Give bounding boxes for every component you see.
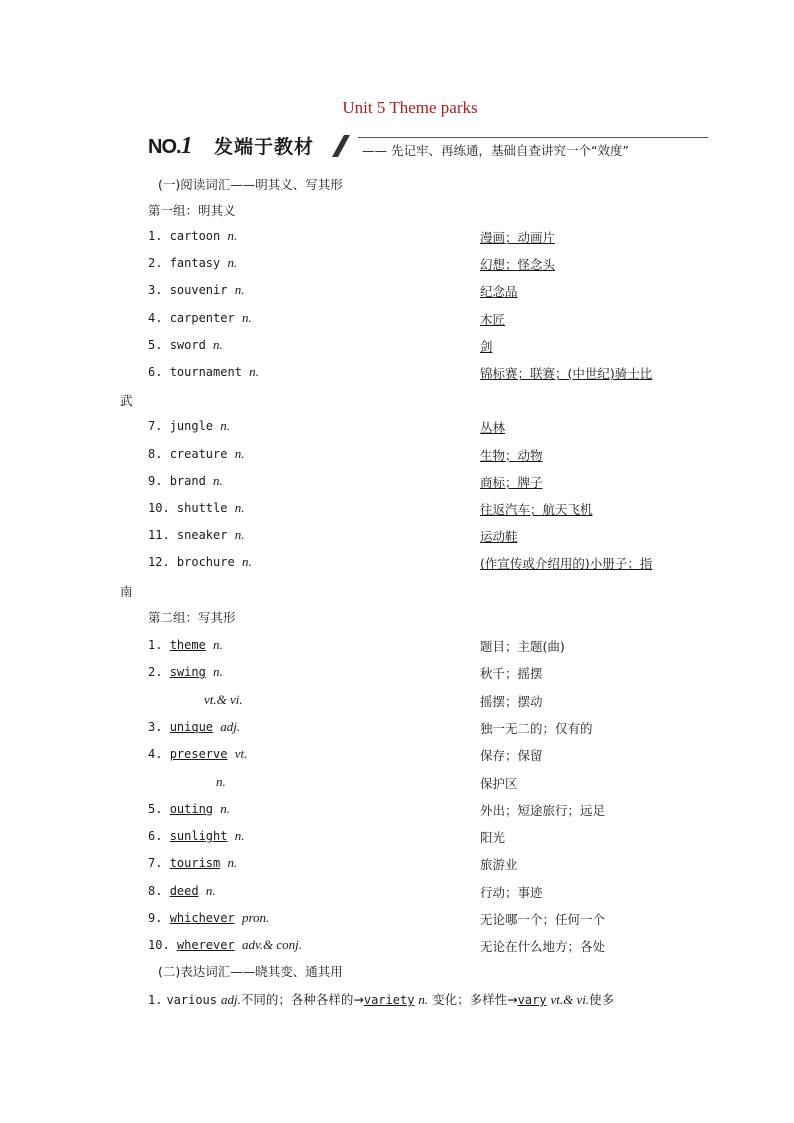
item-word: cartoon <box>169 229 228 243</box>
list-item <box>148 801 230 817</box>
item-space <box>227 829 234 843</box>
item-meaning: 保存；保留 <box>480 748 543 764</box>
list-item <box>148 746 247 762</box>
list-item <box>148 500 244 516</box>
item-meaning: 阳光 <box>480 830 506 846</box>
item-word-answer: whichever <box>169 911 235 925</box>
derivative-answer: vary <box>517 993 547 1007</box>
item-meaning-answer: 运动鞋 <box>480 529 518 545</box>
item-pos: vt.& vi. <box>204 691 243 707</box>
item-pos: n. <box>213 664 223 680</box>
item-word-answer: sunlight <box>169 829 228 844</box>
item-space <box>206 638 213 652</box>
item-word: sneaker <box>176 528 235 543</box>
item-number: 3. <box>148 719 170 734</box>
item-number: 11. <box>148 528 177 543</box>
banner-number <box>148 133 192 160</box>
item-word-answer: wherever <box>176 938 235 953</box>
item-meaning: 秋千；摇摆 <box>480 666 543 682</box>
item-meaning: 外出；短途旅行；远足 <box>480 802 606 818</box>
item-number: 7. <box>148 419 170 434</box>
list-item <box>148 446 244 462</box>
item-meaning: 摇摆；摆动 <box>480 693 543 709</box>
item-space <box>227 747 234 761</box>
line-pos: adj. <box>221 992 241 1007</box>
item-pos: n. <box>227 855 238 871</box>
item-pos: n. <box>234 828 245 844</box>
item-meaning-answer: 木匠 <box>480 311 506 327</box>
list-item <box>204 692 243 708</box>
item-meaning: 行动；事迹 <box>480 884 543 900</box>
item-number: 9. <box>148 911 170 925</box>
item-number: 4. <box>148 747 170 762</box>
list-item <box>148 228 237 244</box>
item-number: 6. <box>148 365 170 379</box>
item-pos: adv.& conj. <box>241 937 302 953</box>
line-meaning: 使多 <box>589 992 615 1007</box>
list-item <box>216 774 226 790</box>
item-meaning-answer: 纪念品 <box>480 284 518 300</box>
list-item <box>148 418 230 434</box>
item-pos: n. <box>241 309 252 325</box>
item-word: jungle <box>169 419 221 434</box>
list-item <box>148 282 244 298</box>
item-word: souvenir <box>169 283 235 298</box>
list-item <box>148 473 223 489</box>
page-title: Unit 5 Theme parks <box>342 98 478 117</box>
item-number: 2. <box>148 665 170 680</box>
list-item <box>148 719 240 735</box>
item-word-answer: deed <box>169 883 199 898</box>
list-item <box>148 828 244 844</box>
item-number: 1. <box>148 229 170 243</box>
item-pos: n. <box>213 472 223 488</box>
item-pos: n. <box>249 364 259 379</box>
slash-decoration-icon <box>330 133 356 159</box>
group2-label: 第二组：写其形 <box>148 610 236 625</box>
item-space <box>235 938 242 952</box>
list-item <box>148 554 252 570</box>
list-item <box>148 883 216 899</box>
list-item <box>148 255 237 271</box>
item-meaning: 独一无二的；仅有的 <box>480 720 593 736</box>
item-pos: vt. <box>234 746 248 762</box>
item-word-answer: unique <box>169 719 214 734</box>
item-pos: adj. <box>220 718 241 734</box>
line-word: various <box>166 993 218 1007</box>
item-pos: n. <box>220 800 231 816</box>
item-meaning-answer: 锦标赛；联赛；(中世纪)骑士比 <box>480 366 653 381</box>
item-number: 12. <box>148 555 177 570</box>
line-meaning: 不同的；各种各样的→ <box>240 992 364 1007</box>
item-word-answer: swing <box>169 665 206 680</box>
item-number: 9. <box>148 473 170 488</box>
line-meaning: 变化；多样性→ <box>428 992 518 1007</box>
derivative-answer: variety <box>363 993 415 1007</box>
item-number: 8. <box>148 883 170 898</box>
list-item <box>148 937 302 953</box>
list-item <box>148 527 244 543</box>
item-meaning-answer: 漫画；动画片 <box>480 230 556 245</box>
item-word-answer: outing <box>169 801 214 816</box>
item-number: 3. <box>148 283 170 298</box>
item-word-answer: theme <box>169 638 206 652</box>
item-number: 10. <box>148 501 177 515</box>
item-pos: n. <box>234 445 245 461</box>
item-space <box>235 911 242 925</box>
item-pos: n. <box>227 228 238 243</box>
item-meaning-answer: (作宣传或介绍用的)小册子；指 <box>480 556 653 572</box>
section1-label: (一)阅读词汇——明其义、写其形 <box>158 177 343 192</box>
item-meaning-answer: 丛林 <box>480 420 506 436</box>
item-pos: n. <box>241 554 252 570</box>
list-item <box>148 337 223 353</box>
section2-line1 <box>148 990 614 1008</box>
item-pos: n. <box>220 418 231 434</box>
item-word: creature <box>169 446 235 461</box>
item-pos: n. <box>213 637 223 652</box>
item-number: 5. <box>148 801 170 816</box>
item-pos: n. <box>213 336 223 352</box>
list-item <box>148 910 269 926</box>
banner-heading: 发端于教材 <box>214 136 315 158</box>
item-number: 2. <box>148 256 170 271</box>
line-pos: n. <box>418 992 429 1007</box>
item-pos: pron. <box>241 910 270 925</box>
banner-rule <box>358 137 708 138</box>
item-meaning: 无论哪一个；任何一个 <box>480 912 606 927</box>
item-meaning-answer: 幻想；怪念头 <box>480 257 556 273</box>
item-word: brand <box>169 473 214 488</box>
item-space <box>199 884 206 898</box>
group1-label: 第一组：明其义 <box>148 203 236 218</box>
list-item <box>148 664 223 680</box>
item-pos: n. <box>205 882 216 898</box>
item-pos: n. <box>234 282 245 298</box>
list-item <box>148 637 223 653</box>
item-word: carpenter <box>169 310 242 325</box>
item-word: shuttle <box>176 501 235 515</box>
banner-no-num: 1 <box>180 133 192 159</box>
section-banner <box>148 131 708 161</box>
item-number: 5. <box>148 337 170 352</box>
item-space <box>220 856 227 870</box>
banner-no-prefix: NO. <box>148 136 181 158</box>
item-number: 10. <box>148 938 177 953</box>
item-word: tournament <box>169 365 250 379</box>
line-pos: vt.& vi. <box>550 992 590 1007</box>
item-number: 7. <box>148 856 170 871</box>
item-meaning-answer: 往返汽车；航天飞机 <box>480 502 593 517</box>
item-word: fantasy <box>169 256 228 271</box>
item-meaning-answer: 商标；牌子 <box>480 474 543 490</box>
item-meaning: 保护区 <box>480 775 518 791</box>
item-word: sword <box>169 337 214 352</box>
item-word: brochure <box>176 555 242 570</box>
line-num: 1. <box>148 993 163 1007</box>
banner-subtitle: —— 先记牢、再练通，基础自查讲究一个“效度” <box>362 143 629 158</box>
list-item <box>148 364 259 380</box>
item-pos: n. <box>227 255 238 271</box>
item-meaning: 旅游业 <box>480 857 518 873</box>
item-number: 4. <box>148 310 170 325</box>
list-item <box>148 310 252 326</box>
list-item <box>148 855 237 871</box>
item-space <box>206 665 213 679</box>
item-meaning: 无论在什么地方；各处 <box>480 939 606 955</box>
item-meaning-wrap: 武 <box>120 393 133 409</box>
item-meaning-answer: 剑 <box>480 338 493 354</box>
item-number: 1. <box>148 638 170 652</box>
item-meaning-wrap: 南 <box>120 583 133 599</box>
section2-label: (二)表达词汇——晓其变、通其用 <box>158 964 343 979</box>
item-pos: n. <box>234 527 245 543</box>
item-word-answer: preserve <box>169 747 228 762</box>
item-number: 6. <box>148 829 170 844</box>
item-pos: n. <box>216 773 226 789</box>
item-pos: n. <box>234 500 245 515</box>
item-meaning: 题目；主题(曲) <box>480 639 565 654</box>
item-word-answer: tourism <box>169 856 221 871</box>
item-meaning-answer: 生物；动物 <box>480 447 543 463</box>
item-number: 8. <box>148 446 170 461</box>
